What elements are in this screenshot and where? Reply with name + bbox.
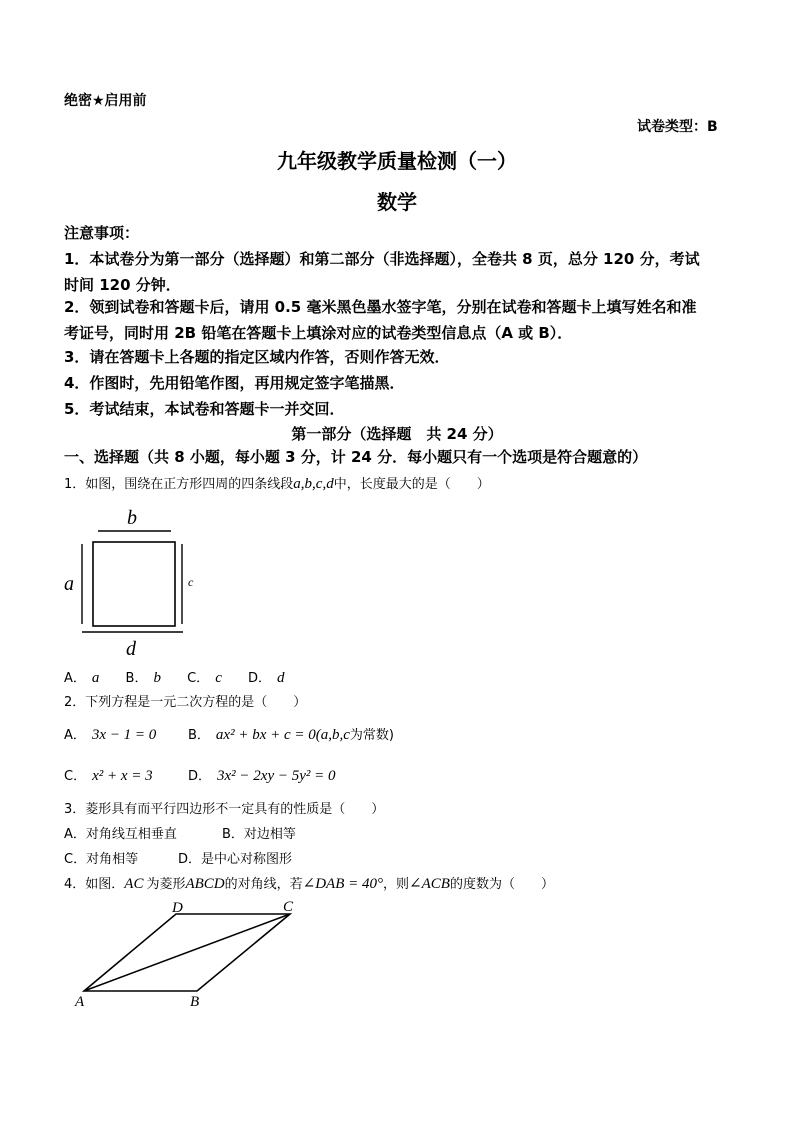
question-2-option-a: [64, 724, 156, 744]
stem-text: 1．如图，围绕在正方形四周的四条线段: [64, 477, 294, 492]
option-key: A．: [64, 728, 86, 743]
stem-text: ，则: [383, 877, 410, 892]
option-key: D．: [188, 769, 212, 784]
option-value: c: [215, 670, 222, 686]
square-figure: [60, 502, 210, 662]
label-c: c: [188, 575, 194, 589]
question-3-option-d: D．是中心对称图形: [178, 852, 293, 867]
option-text: 为常数): [349, 728, 394, 743]
question-3-stem: 3．菱形具有而平行四边形不一定具有的性质是（ ）: [64, 802, 385, 817]
option-key: C．: [64, 769, 87, 784]
label-b: b: [127, 507, 137, 529]
rhombus-figure: [70, 896, 310, 1016]
option-value: 3x − 1 = 0: [91, 727, 157, 743]
label-d: d: [126, 638, 136, 660]
stem-text: 4．如图．: [64, 877, 125, 892]
stem-text: 的度数为（ ）: [449, 877, 554, 892]
label-c: C: [283, 899, 294, 915]
option-value: ax² + bx + c = 0(a,b,c: [215, 727, 350, 743]
stem-math: ABCD: [185, 876, 225, 892]
option-value: x² + x = 3: [92, 768, 153, 784]
diagonal-ac: [84, 914, 290, 991]
option-key: B．: [125, 671, 148, 686]
question-2-option-c: [64, 765, 153, 785]
stem-vars: a,b,c,d: [293, 476, 334, 492]
stem-text: 中，长度最大的是（ ）: [333, 477, 490, 492]
option-key: A．: [64, 671, 86, 686]
label-a: A: [75, 994, 85, 1010]
option-value: 3x² − 2xy − 5y² = 0: [217, 768, 336, 784]
subject-title: 数学: [377, 190, 417, 214]
stem-math: AC: [124, 876, 144, 892]
option-key: B．: [188, 728, 210, 743]
question-3-option-b: B．对边相等: [222, 827, 296, 842]
question-1-stem: [64, 473, 490, 493]
note-line: 5．考试结束，本试卷和答题卡一并交回．: [64, 400, 345, 418]
note-line: 1．本试卷分为第一部分（选择题）和第二部分（非选择题），全卷共 8 页，总分 120 分，考试: [64, 250, 700, 268]
stem-math: ∠DAB = 40°: [302, 876, 384, 892]
question-2-option-b: [188, 724, 394, 744]
page-title: 九年级教学质量检测（一）: [277, 149, 517, 173]
note-line: 2．领到试卷和答题卡后，请用 0.5 毫米黑色墨水签字笔，分别在试卷和答题卡上填写姓名和准: [64, 298, 697, 316]
note-line: 3．请在答题卡上各题的指定区域内作答，否则作答无效．: [64, 348, 450, 366]
stem-text: 的对角线，若: [224, 877, 303, 892]
square: [93, 542, 175, 626]
note-line: 4．作图时，先用铅笔作图，再用规定签字笔描黑．: [64, 374, 405, 392]
option-key: C．: [187, 671, 210, 686]
option-value: b: [153, 670, 161, 686]
question-2-stem: 2．下列方程是一元二次方程的是（ ）: [64, 695, 307, 710]
option-value: a: [91, 670, 100, 686]
stem-math: ∠ACB: [409, 876, 450, 892]
note-line: 考证号，同时用 2B 铅笔在答题卡上填涂对应的试卷类型信息点（A 或 B）．: [64, 324, 573, 342]
label-b: B: [190, 994, 200, 1010]
question-1-options: [64, 667, 285, 687]
paper-type-label: 试卷类型：B: [637, 119, 718, 135]
option-key: D．: [248, 671, 272, 686]
question-4-stem: [64, 873, 554, 893]
question-2-option-d: [188, 765, 336, 785]
question-3-option-c: C．对角相等: [64, 852, 139, 867]
label-d: D: [172, 900, 183, 916]
note-line: 时间 120 分钟．: [64, 276, 181, 294]
option-value: d: [277, 670, 285, 686]
part1-title: 第一部分（选择题 共 24 分）: [291, 425, 503, 443]
section-title: 一、选择题（共 8 小题，每小题 3 分，计 24 分．每小题只有一个选项是符合题意的）: [64, 448, 648, 466]
notes-heading: 注意事项：: [64, 224, 140, 242]
label-a: a: [64, 573, 74, 595]
question-3-option-a: A．对角线互相垂直: [64, 827, 177, 842]
secret-label: 绝密★启用前: [64, 93, 147, 109]
stem-text: 为菱形: [146, 877, 186, 892]
